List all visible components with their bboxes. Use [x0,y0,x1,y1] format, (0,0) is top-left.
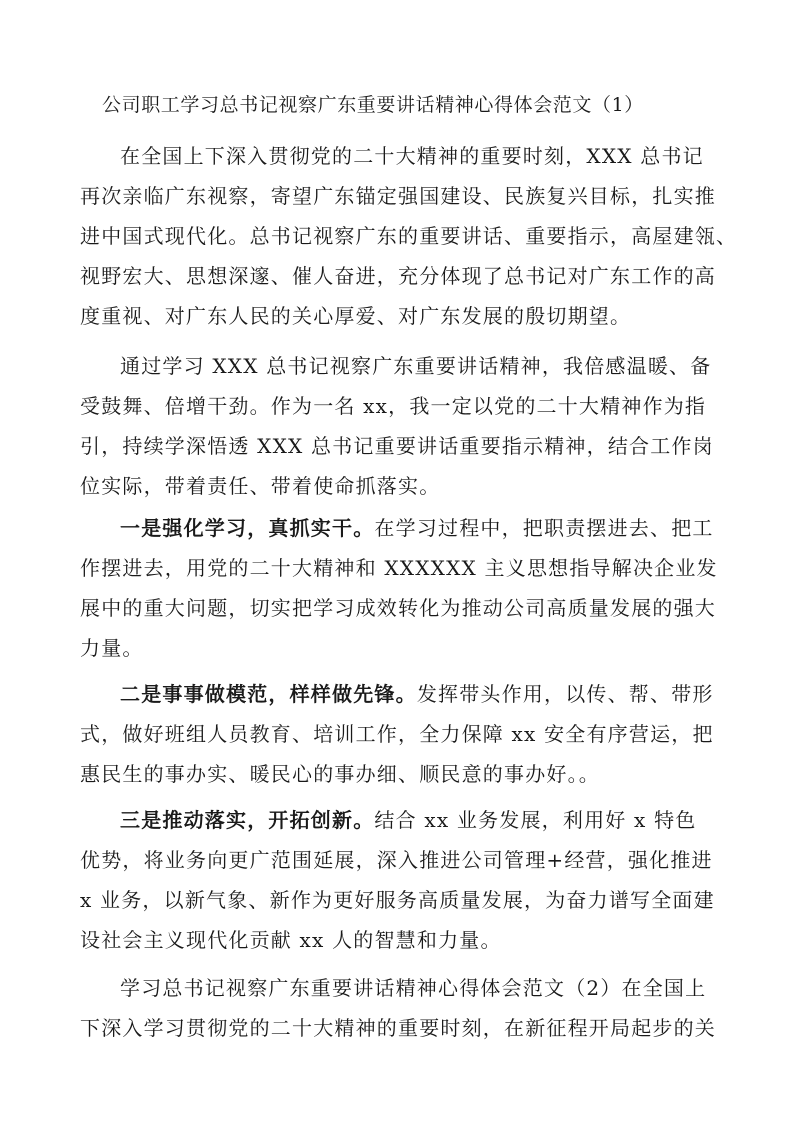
paragraph-3-first-rest: 在学习过程中，把职责摆进去、把工 [374,516,714,540]
paragraph-3-line-1 [120,514,714,542]
paragraph-5-line-1 [120,806,696,834]
paragraph-5-line-4: 设社会主义现代化贡献 xx 人的智慧和力量。 [80,928,502,952]
paragraph-4-line-1 [120,680,714,708]
paragraph-3-line-2: 作摆进去，用党的二十大精神和 XXXXXX 主义思想指导解决企业发 [80,556,718,580]
paragraph-1-line-1: 在全国上下深入贯彻党的二十大精神的重要时刻，XXX 总书记 [120,144,704,168]
paragraph-4-lead: 二是事事做模范，样样做先锋。 [120,682,417,706]
paragraph-6-line-2: 下深入学习贯彻党的二十大精神的重要时刻，在新征程开局起步的关 [80,1016,716,1040]
paragraph-4-first-rest: 发挥带头作用，以传、帮、带形 [416,682,714,706]
paragraph-5-lead: 三是推动落实，开拓创新。 [120,808,375,832]
paragraph-5-line-2: 优势，将业务向更广范围延展，深入推进公司管理+经营，强化推进 [80,848,713,872]
paragraph-5-first-rest: 结合 xx 业务发展，利用好 x 特色 [374,808,697,832]
paragraph-2-line-3: 引，持续学深悟透 XXX 总书记重要讲话重要指示精神，结合工作岗 [80,434,714,458]
document-title: 公司职工学习总书记视察广东重要讲话精神心得体会范文（1） [102,94,644,116]
paragraph-1-line-5: 度重视、对广东人民的关心厚爱、对广东发展的殷切期望。 [80,304,632,328]
paragraph-5-line-3: x 业务，以新气象、新作为更好服务高质量发展，为奋力谱写全面建 [80,888,715,912]
paragraph-1-line-3: 进中国式现代化。总书记视察广东的重要讲话、重要指示，高屋建瓴、 [80,224,738,248]
paragraph-3-lead: 一是强化学习，真抓实干。 [120,516,375,540]
paragraph-2-line-4: 位实际，带着责任、带着使命抓落实。 [80,474,441,498]
paragraph-4-line-2: 式，做好班组人员教育、培训工作，全力保障 xx 安全有序营运，把 [80,722,714,746]
paragraph-2-line-2: 受鼓舞、倍增干劲。作为一名 xx，我一定以党的二十大精神作为指 [80,394,707,418]
paragraph-1-line-4: 视野宏大、思想深邃、催人奋进，充分体现了总书记对广东工作的高 [80,264,716,288]
paragraph-6-line-1: 学习总书记视察广东重要讲话精神心得体会范文（2）在全国上 [120,976,707,1000]
paragraph-1-line-2: 再次亲临广东视察，寄望广东锚定强国建设、民族复兴目标，扎实推 [80,184,716,208]
paragraph-3-line-4: 力量。 [80,636,144,660]
paragraph-2-line-1: 通过学习 XXX 总书记视察广东重要讲话精神，我倍感温暖、备 [120,354,712,378]
paragraph-3-line-3: 展中的重大问题，切实把学习成效转化为推动公司高质量发展的强大 [80,596,716,620]
paragraph-4-line-3: 惠民生的事办实、暖民心的事办细、顺民意的事办好。。 [80,762,600,786]
